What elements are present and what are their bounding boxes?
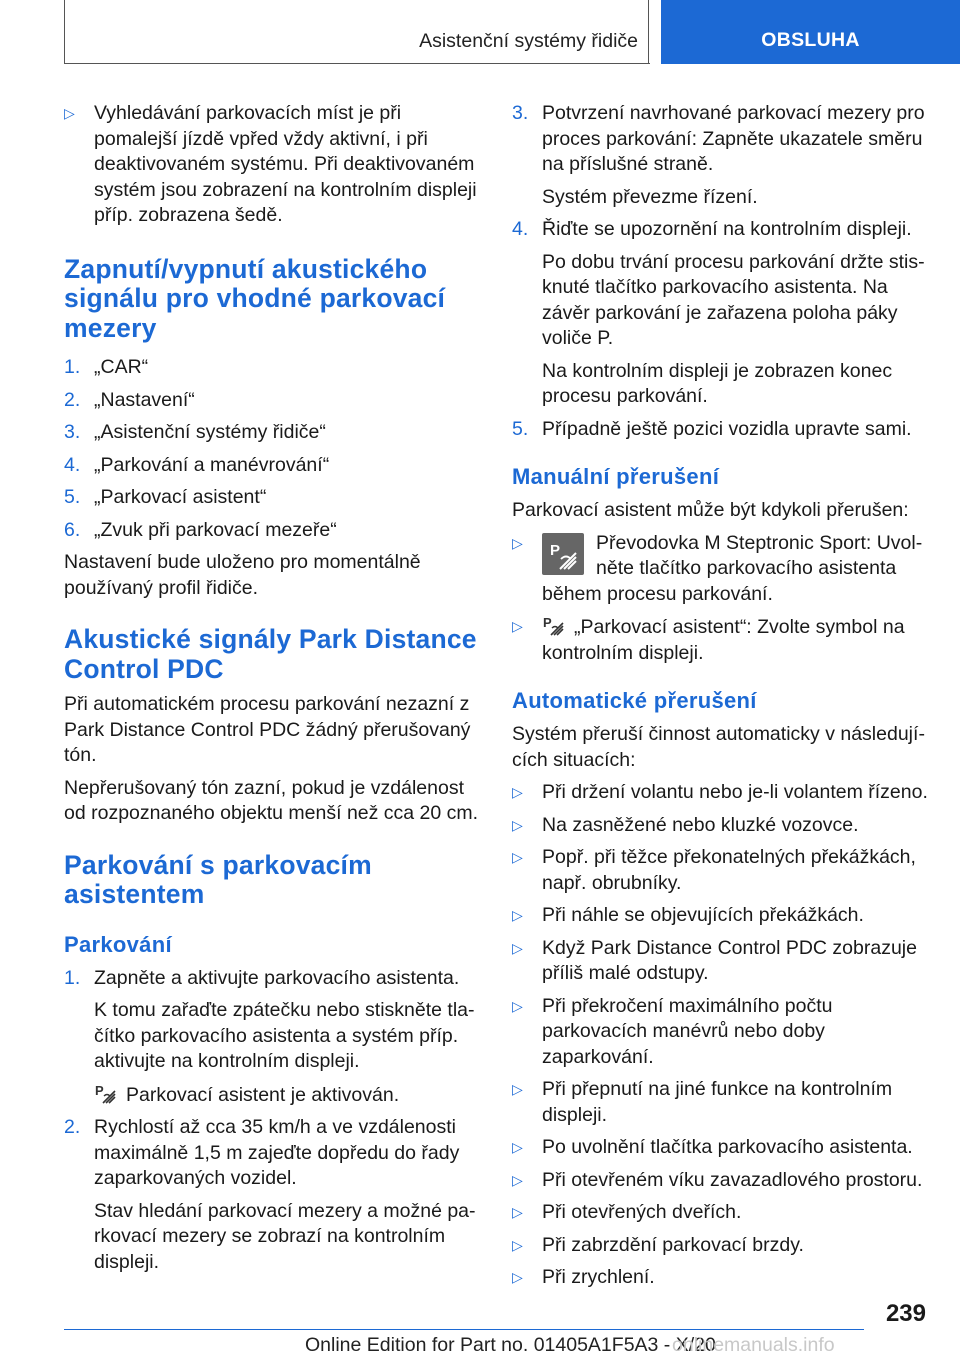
paragraph-pdc-1: Při automatickém procesu parkování nezazní z Park Distance Control PDC žádný přerušovaný tón. (64, 693, 471, 766)
step-number: 4. (64, 453, 81, 476)
list-item (512, 994, 928, 1071)
triangle-right-icon: ▷ (512, 997, 523, 1014)
bullet-text: Při přepnutí na jiné funkce na kontrolním displeji. (542, 1078, 893, 1126)
step-number: 3. (512, 102, 529, 124)
step-detail: Na kontrolním displeji je zobrazen konec procesu parkování. (542, 359, 893, 407)
step-text: Případně ještě pozici vozidla upravte sami. (542, 417, 912, 440)
step-item (512, 101, 928, 178)
step-item (64, 453, 480, 479)
bullet-text: Po uvolnění tlačítka parkovacího asistenta. (542, 1136, 913, 1158)
list-item (512, 936, 928, 987)
list-item (512, 1200, 928, 1226)
left-column (64, 101, 480, 1282)
triangle-right-icon: ▷ (512, 1269, 523, 1285)
triangle-right-icon: ▷ (512, 1171, 523, 1188)
edition-text: Online Edition for Part no. 01405A1F5A3 - X/20 (305, 1334, 716, 1356)
icon-line-text: Parkovací asistent je aktivován. (126, 1083, 400, 1106)
list-item (512, 813, 928, 839)
step-item (64, 388, 480, 414)
triangle-right-icon: ▷ (512, 1081, 523, 1097)
step-item (512, 217, 928, 243)
list-item (64, 101, 480, 229)
step-item (512, 417, 928, 443)
triangle-right-icon: ▷ (512, 816, 523, 833)
triangle-right-icon: ▷ (512, 849, 523, 865)
svg-text:P: P (543, 615, 552, 630)
step-item (64, 485, 480, 511)
parking-assistant-button-icon (542, 533, 584, 575)
bullet-text: Na zasněžené nebo kluzké vozovce. (542, 813, 859, 836)
triangle-right-icon: ▷ (64, 105, 75, 121)
header-divider-mid (648, 0, 649, 64)
triangle-right-icon: ▷ (512, 784, 523, 800)
subheading-auto-interrupt: Automatické přerušení (512, 688, 757, 713)
step-text: „Zvuk při parkovací mezeře“ (94, 518, 337, 541)
step-text: Řiďte se upozornění na kontrolním displeji. (542, 218, 912, 240)
bullet-text: Popř. při těžce překonatelných překážkách, např. obrubníky. (542, 846, 916, 894)
step-number: 1. (64, 356, 81, 378)
footer-rule (64, 1329, 864, 1330)
triangle-right-icon: ▷ (512, 1139, 523, 1155)
list-item (512, 1265, 928, 1291)
list-item (512, 845, 928, 896)
step-text: „Asistenční systémy řidiče“ (94, 421, 326, 443)
subheading-manual-interrupt: Manuální přerušení (512, 464, 720, 489)
bullet-text: Převodovka M Steptronic Sport: Uvolněte tlačítko parkovacího asistenta během procesu parkování. (542, 531, 923, 605)
bullet-text: Při držení volantu nebo je-li volantem řízeno. (542, 781, 928, 803)
subheading-parking: Parkování (64, 931, 172, 957)
list-item (512, 903, 928, 929)
step-number: 5. (64, 486, 81, 508)
list-item (512, 1233, 928, 1259)
step-detail-icon-line (64, 1082, 480, 1109)
header-divider-left (64, 0, 65, 64)
bullet-text: Při otevřeném víku zavazadlového prostoru. (542, 1168, 923, 1191)
paragraph-settings-saved: Nastavení bude uloženo pro momentálně používaný profil řidiče. (64, 551, 421, 599)
step-text: Rychlostí až cca 35 km/h a ve vzdálenosti maximálně 1,5 m zajeďte dopředu do řady zaparkovaných vozidel. (94, 1116, 460, 1189)
list-item (512, 1168, 928, 1194)
svg-text:P: P (550, 541, 561, 559)
list-item (512, 780, 928, 806)
watermark[interactable]: onlinemanuals.info (672, 1334, 835, 1356)
chapter-tab[interactable]: OBSLUHA (661, 0, 960, 64)
step-number: 6. (64, 518, 81, 541)
page-number: 239 (885, 1300, 926, 1327)
triangle-right-icon: ▷ (512, 618, 523, 634)
paragraph-manual: Parkovací asistent může být kdykoli přerušen: (512, 499, 909, 521)
step-number: 5. (512, 417, 529, 440)
bullet-text: Při zabrzdění parkovací brzdy. (542, 1233, 804, 1256)
heading-parking-assistant: Parkování s parkovacím asistentem (64, 849, 372, 909)
bullet-text: Vyhledávání parkovacích míst je při pomalejší jízdě vpřed vždy aktivní, i při deaktivovaném systému. Při deaktivovaném systém jsou zobrazení na kontrolním displeji příp. zobrazena šedě. (94, 102, 477, 226)
bullet-text: Při otevřených dveřích. (542, 1201, 742, 1223)
step-item (64, 966, 480, 992)
svg-text:P: P (95, 1082, 104, 1098)
bullet-text: Při zrychlení. (542, 1266, 655, 1288)
bullet-text: Při překročení maximálního počtu parkovacích manévrů nebo doby zaparkování. (542, 994, 833, 1068)
step-text: „CAR“ (94, 356, 149, 378)
step-number: 2. (64, 388, 81, 411)
triangle-right-icon: ▷ (512, 1204, 523, 1220)
step-number: 3. (64, 421, 81, 443)
bullet-text: Když Park Distance Control PDC zobrazuje příliš malé odstupy. (542, 936, 917, 984)
paragraph-auto: Systém přeruší činnost automaticky v následujících situacích: (512, 723, 925, 771)
step-detail: Po dobu trvání procesu parkování držte stisknuté tlačítko parkovacího asistenta. Na závěr parkování je zařazena poloha páky voliče P. (542, 250, 925, 349)
step-item (64, 355, 480, 381)
step-item (64, 518, 480, 544)
parking-assistant-icon (542, 614, 564, 636)
list-item (512, 614, 928, 666)
step-item (64, 1115, 480, 1192)
parking-assistant-icon (94, 1082, 116, 1104)
heading-sound-toggle: Zapnutí/vypnutí akustického signálu pro vhodné parkovací mezery (64, 253, 446, 343)
right-column (512, 101, 928, 1298)
list-item (512, 1077, 928, 1128)
triangle-right-icon: ▷ (512, 907, 523, 923)
step-number: 1. (64, 966, 81, 989)
step-detail: Systém převezme řízení. (542, 185, 758, 208)
step-text: Potvrzení navrhované parkovací mezery pro proces parkování: Zapněte ukazatele směru na příslušné straně. (542, 102, 925, 175)
step-number: 2. (64, 1116, 81, 1138)
step-text: „Nastavení“ (94, 388, 195, 411)
triangle-right-icon: ▷ (512, 534, 523, 551)
step-text: Zapněte a aktivujte parkovacího asistenta. (94, 966, 460, 989)
heading-pdc: Akustické signály Park Distance Control PDC (64, 624, 477, 684)
list-item (512, 1135, 928, 1161)
step-detail: Stav hledání parkovací mezery a možné parkovací mezery se zobrazí na kontrolním displeji. (94, 1199, 476, 1273)
step-detail: K tomu zařaďte zpátečku nebo stiskněte tlačítko parkovacího asistenta a systém příp. aktivujte na kontrolním displeji. (94, 999, 475, 1072)
header-divider-bottom (64, 63, 650, 64)
bullet-text: „Parkovací asistent“: Zvolte symbol na kontrolním displeji. (542, 616, 905, 664)
step-text: „Parkování a manévrování“ (94, 453, 330, 476)
list-item (512, 531, 928, 608)
triangle-right-icon: ▷ (512, 939, 523, 956)
section-title: Asistenční systémy řidiče (419, 30, 638, 52)
step-number: 4. (512, 218, 529, 240)
step-item (64, 420, 480, 446)
paragraph-pdc-2: Nepřerušovaný tón zazní, pokud je vzdálenost od rozpoznaného objektu menší než cca 20 cm. (64, 776, 479, 824)
triangle-right-icon: ▷ (512, 1236, 523, 1253)
bullet-text: Při náhle se objevujících překážkách. (542, 904, 864, 926)
step-text: „Parkovací asistent“ (94, 486, 267, 508)
